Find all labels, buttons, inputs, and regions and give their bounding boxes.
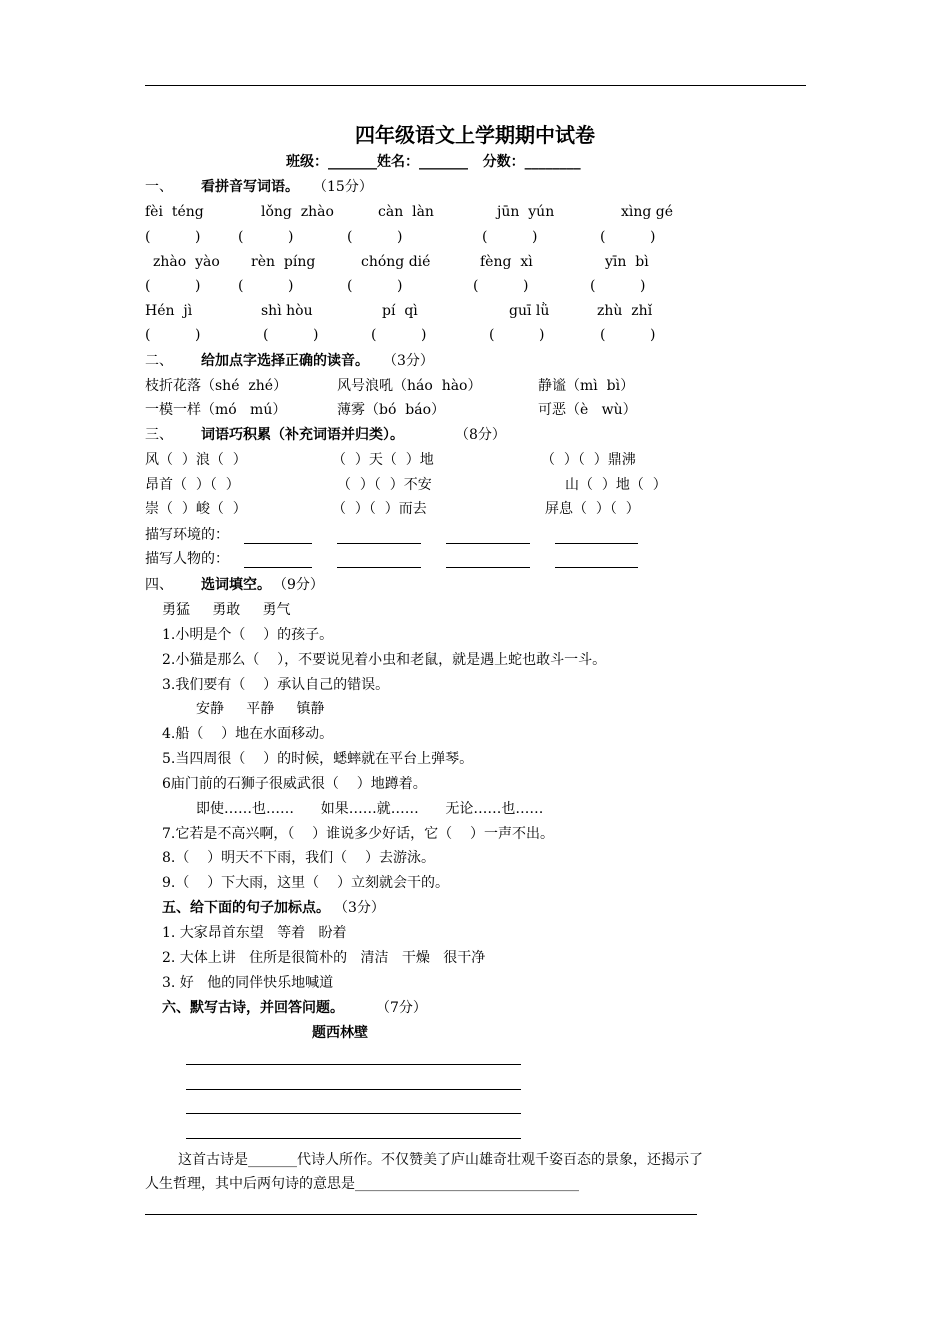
page-title: 四年级语文上学期期中试卷 bbox=[355, 123, 595, 147]
punctuation-item: 3. 好 他的同伴快乐地喊道 bbox=[162, 975, 334, 991]
pinyin-item: pí qì bbox=[382, 303, 418, 319]
answer-blank[interactable]: ( ) bbox=[238, 229, 294, 245]
section-5-heading: 五、给下面的句子加标点。 bbox=[162, 900, 330, 916]
section-2-heading: 给加点字选择正确的读音。 bbox=[201, 353, 369, 369]
word-choices: 勇猛 勇敢 勇气 bbox=[162, 602, 291, 618]
answer-line[interactable] bbox=[555, 567, 638, 568]
section-4-heading: 选词填空。 bbox=[201, 577, 271, 593]
section-1-score: （15分） bbox=[313, 179, 373, 195]
question: 6庙门前的石狮子很威武很（ ）地蹲着。 bbox=[162, 776, 427, 792]
idiom-blank[interactable]: （ ）天（ ）地 bbox=[332, 452, 434, 468]
pinyin-item: guī lǜ bbox=[509, 303, 550, 319]
section-3-score: （8分） bbox=[455, 427, 506, 443]
pinyin-item: zhào yào bbox=[153, 254, 220, 270]
section-5-score: （3分） bbox=[334, 900, 385, 916]
pinyin-item: fèi téng bbox=[145, 204, 204, 220]
answer-blank[interactable]: ( ) bbox=[371, 327, 427, 343]
answer-blank[interactable]: ( ) bbox=[600, 327, 656, 343]
poem-answer-line[interactable] bbox=[186, 1138, 521, 1139]
answer-line[interactable] bbox=[337, 567, 421, 568]
student-info-line: 班级：_______姓名：_______ 分数：________ bbox=[286, 154, 581, 170]
answer-blank[interactable]: ( ) bbox=[482, 229, 538, 245]
pinyin-item: shì hòu bbox=[261, 303, 313, 319]
idiom-blank[interactable]: 屏息（ ）（ ） bbox=[545, 501, 640, 517]
idiom-blank[interactable]: 风（ ）浪（ ） bbox=[145, 452, 247, 468]
section-6-score: （7分） bbox=[376, 1000, 427, 1016]
pinyin-item: càn làn bbox=[378, 204, 434, 220]
top-rule bbox=[145, 85, 806, 86]
pinyin-item: rèn píng bbox=[251, 254, 316, 270]
idiom-blank[interactable]: 昂首（ ）（ ） bbox=[145, 477, 240, 493]
idiom-blank[interactable]: （ ）（ ）不安 bbox=[337, 477, 432, 493]
reading-item: 静谧（mì bì） bbox=[538, 378, 635, 394]
answer-line[interactable] bbox=[555, 543, 638, 544]
pinyin-item: lǒng zhào bbox=[261, 204, 334, 220]
pinyin-item: Hén jì bbox=[145, 303, 193, 319]
question: 8.（ ）明天不下雨，我们（ ）去游泳。 bbox=[162, 850, 435, 866]
character-label: 描写人物的： bbox=[145, 551, 229, 567]
punctuation-item: 2. 大体上讲 住所是很简朴的 清洁 干燥 很干净 bbox=[162, 950, 486, 966]
pinyin-item: zhù zhǐ bbox=[597, 303, 653, 319]
idiom-blank[interactable]: 山（ ）地（ ） bbox=[565, 477, 667, 493]
answer-blank[interactable]: ( ) bbox=[347, 229, 403, 245]
answer-blank[interactable]: ( ) bbox=[145, 327, 201, 343]
question: 9.（ ）下大雨，这里（ ）立刻就会干的。 bbox=[162, 875, 449, 891]
pinyin-item: jūn yún bbox=[497, 204, 555, 220]
poem-question-text: 这首古诗是_______代诗人所作。不仅赞美了庐山雄奇壮观千姿百态的景象，还揭示了 bbox=[178, 1152, 703, 1168]
pinyin-item: fèng xì bbox=[480, 254, 533, 270]
question: 4.船（ ）地在水面移动。 bbox=[162, 726, 334, 742]
question: 3.我们要有（ ）承认自己的错误。 bbox=[162, 677, 390, 693]
bottom-answer-line[interactable] bbox=[145, 1214, 697, 1215]
section-2-number: 二、 bbox=[145, 353, 173, 369]
section-4-number: 四、 bbox=[145, 577, 173, 593]
answer-blank[interactable]: ( ) bbox=[590, 278, 646, 294]
answer-line[interactable] bbox=[446, 567, 530, 568]
question: 2.小猫是那么（ ），不要说见着小虫和老鼠，就是遇上蛇也敢斗一斗。 bbox=[162, 652, 607, 668]
pinyin-item: xìng gé bbox=[621, 204, 674, 220]
idiom-blank[interactable]: 崇（ ）峻（ ） bbox=[145, 501, 247, 517]
poem-answer-line[interactable] bbox=[186, 1113, 521, 1114]
answer-blank[interactable]: ( ) bbox=[600, 229, 656, 245]
answer-blank[interactable]: ( ) bbox=[145, 229, 201, 245]
reading-item: 薄雾（bó báo） bbox=[337, 402, 446, 418]
reading-item: 可恶（è wù） bbox=[538, 402, 637, 418]
answer-blank[interactable]: ( ) bbox=[473, 278, 529, 294]
section-3-number: 三、 bbox=[145, 427, 173, 443]
answer-blank[interactable]: ( ) bbox=[145, 278, 201, 294]
section-6-heading: 六、默写古诗，并回答问题。 bbox=[162, 1000, 344, 1016]
answer-line[interactable] bbox=[446, 543, 530, 544]
reading-item: 风号浪吼（háo hào） bbox=[337, 378, 482, 394]
idiom-blank[interactable]: （ ）（ ）而去 bbox=[332, 501, 427, 517]
environment-label: 描写环境的： bbox=[145, 527, 229, 543]
answer-blank[interactable]: ( ) bbox=[238, 278, 294, 294]
poem-answer-line[interactable] bbox=[186, 1089, 521, 1090]
section-2-score: （3分） bbox=[383, 353, 434, 369]
reading-item: 枝折花落（shé zhé） bbox=[145, 378, 288, 394]
word-choices: 即使……也…… 如果……就…… 无论……也…… bbox=[196, 801, 544, 817]
poem-question-text: 人生哲理，其中后两句诗的意思是________________________________ bbox=[145, 1176, 579, 1192]
answer-blank[interactable]: ( ) bbox=[263, 327, 319, 343]
pinyin-item: chóng dié bbox=[361, 254, 431, 270]
section-3-heading: 词语巧积累（补充词语并归类）。 bbox=[201, 427, 404, 443]
reading-item: 一模一样（mó mú） bbox=[145, 402, 287, 418]
question: 1.小明是个（ ）的孩子。 bbox=[162, 627, 334, 643]
answer-line[interactable] bbox=[337, 543, 421, 544]
section-4-score: （9分） bbox=[273, 577, 324, 593]
section-1-number: 一、 bbox=[145, 179, 173, 195]
poem-answer-line[interactable] bbox=[186, 1064, 521, 1065]
answer-blank[interactable]: ( ) bbox=[347, 278, 403, 294]
punctuation-item: 1. 大家昂首东望 等着 盼着 bbox=[162, 925, 347, 941]
question: 5.当四周很（ ）的时候，蟋蟀就在平台上弹琴。 bbox=[162, 751, 474, 767]
word-choices: 安静 平静 镇静 bbox=[196, 701, 325, 717]
idiom-blank[interactable]: （ ）（ ）鼎沸 bbox=[541, 452, 636, 468]
question: 7.它若是不高兴啊，（ ）谁说多少好话，它（ ）一声不出。 bbox=[162, 826, 554, 842]
pinyin-item: yīn bì bbox=[605, 254, 649, 270]
answer-line[interactable] bbox=[244, 567, 312, 568]
answer-blank[interactable]: ( ) bbox=[489, 327, 545, 343]
section-1-heading: 看拼音写词语。 bbox=[201, 179, 299, 195]
answer-line[interactable] bbox=[244, 543, 312, 544]
poem-title: 题西林壁 bbox=[312, 1025, 368, 1041]
